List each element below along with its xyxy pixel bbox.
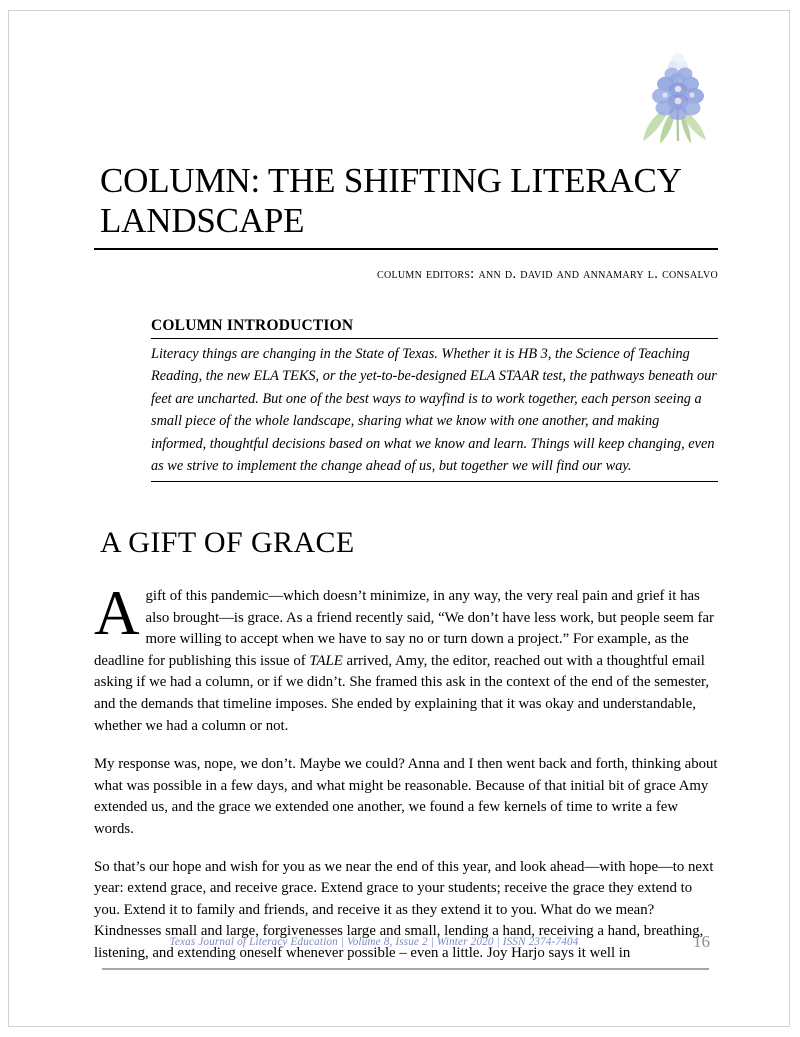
- document-page: [8, 10, 790, 1027]
- bluebonnet-logo: [631, 49, 727, 149]
- article-paragraph: My response was, nope, we don’t. Maybe we could? Anna and I then went back and forth, thinking about what was possible in a few days, and what might be reasonable. Because of that initial bit of grace Amy extended us, and the grace we extended one another, we found a few kernels of time to write a few words.: [94, 756, 718, 837]
- page-footer: [94, 932, 718, 962]
- footer-rule: [102, 968, 709, 970]
- page-number: 16: [693, 932, 710, 951]
- article-body: [94, 577, 718, 965]
- column-introduction-text: Literacy things are changing in the State of Texas. Whether it is HB 3, the Science of Teaching Reading, the new ELA TEKS, or the yet-to-be-designed ELA STAAR test, the pathways beneath our feet are uncharted. But one of the best ways to wayfind is to work together, each person seeing a small piece of the whole landscape, sharing what we know with one another, and making informed, thoughtful decisions based on what we know and learn. Things will keep changing, even as we strive to implement the change ahead of us, but together we will find our way.: [151, 345, 717, 475]
- article-paragraph: So that’s our hope and wish for you as we near the end of this year, and look ahead—with hope—to next year: extend grace, and receive grace. Extend grace to your students; receive the grace they extend to you. Extend it to family and friends, and receive it as they extend it to you. What do we mean? Kindnesses small and large, forgivenesses large and small, lending a hand, receiving a hand, breathing, listening, and extending oneself whenever possible – even a little. Joy Harjo says it well in: [94, 858, 714, 961]
- intro-rule-bottom: [151, 481, 718, 482]
- column-introduction-heading: COLUMN INTRODUCTION: [151, 316, 354, 334]
- article-paragraph: Agift of this pandemic—which doesn’t minimize, in any way, the very real pain and grief it has also brought—is grace. As a friend recently said, “We don’t have less work, but people seem far more willing to accept when we have to say no or turn down a project.” For example, as the deadline for publishing this issue of TALE arrived, Amy, the editor, reached out with a thoughtful email asking if we had a column, or if we didn’t. She framed this ask in the context of the end of the semester, and the demands that timeline imposes. She ended by explaining that it was okay and understandable, whether we had a column or not.: [94, 577, 714, 734]
- page-title: COLUMN: THE SHIFTING LITERACY LANDSCAPE: [94, 161, 718, 250]
- column-editors-line: column editors: ann d. david and annamary l. consalvo: [376, 265, 718, 282]
- column-introduction-block: [151, 317, 718, 482]
- page-content: [94, 161, 718, 980]
- footer-citation: Texas Journal of Literacy Education | Volume 8, Issue 2 | Winter 2020 | ISSN 2374-7404: [169, 936, 579, 948]
- article-title: A GIFT OF GRACE: [100, 525, 355, 559]
- intro-rule-top: [151, 338, 718, 339]
